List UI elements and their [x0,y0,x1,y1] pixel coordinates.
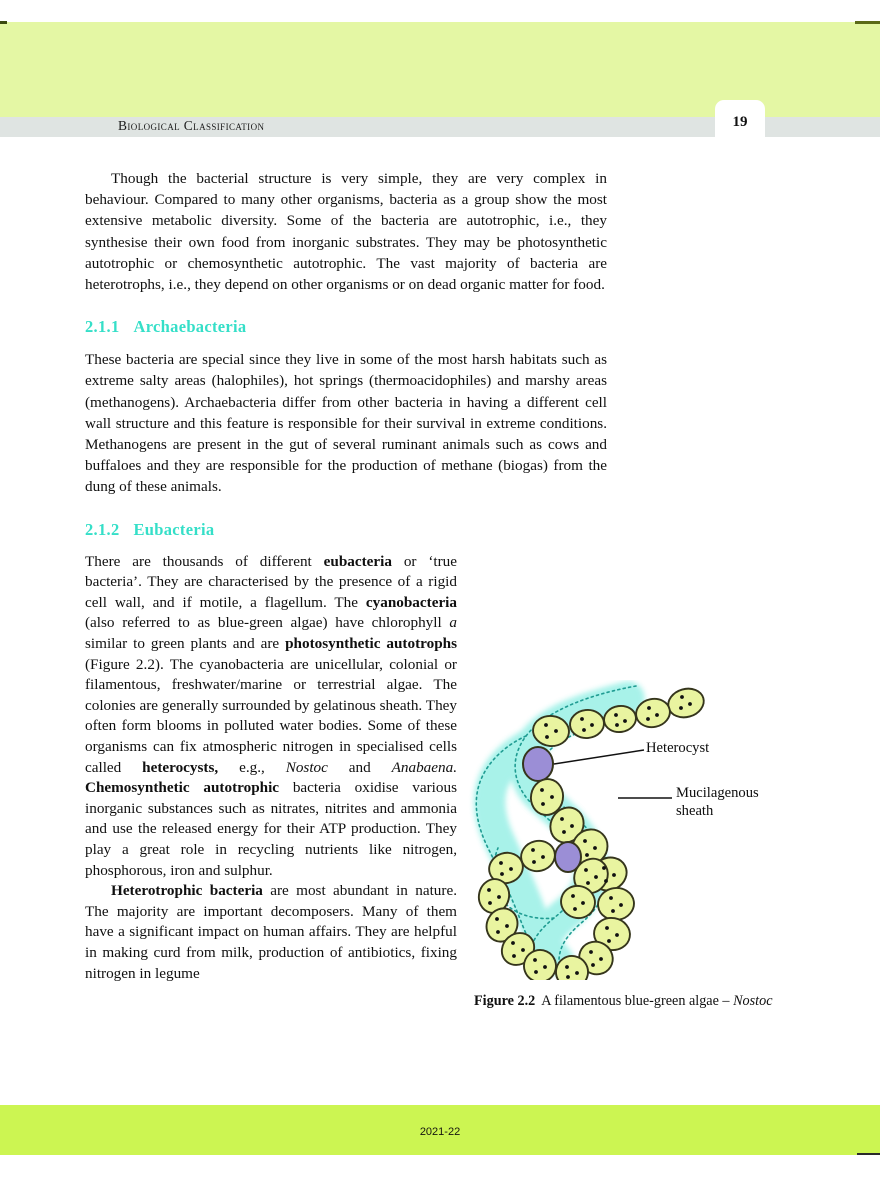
eubacteria-text-column [85,552,457,984]
figure-caption-label: Figure 2.2 [474,993,536,1009]
intro-paragraph: Though the bacterial structure is very simple, they are very complex in behaviour. Compared to many other organisms, bacteria as a group show the most extensive metabolic diversity. Some of the bacteria are autotrophic, i.e., they synthesise their own food from inorganic substrates. They may be photosynthetic autotrophic or chemosynthetic autotrophic. The vast majority of bacteria are heterotrophs, i.e., they depend on other organisms or on dead organic matter for food. [85,170,607,294]
text-run: e.g., [218,758,286,776]
label-sheath-line1: Mucilagenous [676,785,759,801]
caption-text-run: A filamentous blue-green algae – [541,993,734,1009]
nostoc-filament-illustration [468,680,798,980]
top-right-rule [855,21,880,24]
term-heterotrophic-bacteria: Heterotrophic bacteria [111,882,263,900]
heading-eubacteria-number: 2.1.2 [85,519,120,539]
text-run: bacteria oxidise various inorganic substances such as nitrates, nitrites and ammonia and use the released energy for their ATP production. They play a great role in recycling nutrients like nitrogen, phosphorous, iron and sulphur. [85,779,457,879]
term-chemosynthetic-autotrophic: Chemosynthetic autotrophic [85,779,280,797]
chlorophyll-a-italic: a [449,614,457,632]
running-head: Biological Classification [118,118,265,133]
bottom-right-rule [857,1153,880,1155]
caption-genus-nostoc: Nostoc [733,993,773,1009]
term-eubacteria: eubacteria [323,552,392,570]
heading-eubacteria [85,520,607,540]
text-run: similar to green plants and are [85,635,286,653]
text-run: There are thousands of different [85,552,324,570]
term-photosynthetic-autotrophs: photosynthetic autotrophs [285,635,457,653]
text-run: and [327,758,392,776]
leader-line-heterocyst [554,750,644,764]
text-run: (Figure 2.2). The cyanobacteria are unicellular, colonial or filamentous, freshwater/marine or terrestrial algae. The colonies are generally surrounded by gelatinous sheath. They often form blooms in polluted water bodies. Some of these organisms can fix atmospheric nitrogen in specialised cells called [85,655,457,776]
archaebacteria-paragraph: These bacteria are special since they live in some of the most harsh habitats such as extreme salty areas (halophiles), hot springs (thermoacidophiles) and marshy areas (methanogens). Archaebacteria differ from other bacteria in having a different cell wall structure and this feature is responsible for their survival in extreme conditions. Methanogens are present in the gut of several ruminant animals such as cows and buffaloes and they are responsible for the production of methane (biogas) from the dung of these animals. [85,351,607,496]
eubacteria-paragraph-1 [85,552,457,882]
eubacteria-paragraph-2 [85,881,457,984]
footer-year: 2021-22 [419,1126,461,1138]
heading-archaebacteria [85,317,607,337]
figure-caption-body [541,992,773,1011]
heading-eubacteria-title: Eubacteria [133,519,215,539]
figure-2-2 [468,680,828,1009]
heading-archaebacteria-title: Archaebacteria [133,317,247,337]
label-mucilagenous-sheath [676,785,796,820]
text-run: or ‘true bacteria’. They are characterised by the presence of a rigid cell wall, and if motile, a flagellum. The [85,552,457,611]
top-left-rule [0,21,7,24]
text-run: are most abundant in nature. The majority are important decomposers. Many of them have a significant impact on human affairs. They are helpful in making curd from milk, production of antibiotics, fixing nitrogen in legume [85,882,457,982]
page-number: 19 [732,114,748,130]
genus-anabaena: Anabaena. [391,758,457,776]
term-heterocysts: heterocysts, [142,758,219,776]
text-run: (also referred to as blue-green algae) have chlorophyll [85,614,450,632]
genus-nostoc: Nostoc [285,758,328,776]
heterocyst-cell-upper [523,747,553,781]
heading-archaebacteria-number: 2.1.1 [85,317,120,337]
label-sheath-line2: sheath [676,802,714,819]
figure-caption [474,992,826,1011]
label-heterocyst: Heterocyst [646,740,710,756]
term-cyanobacteria: cyanobacteria [365,593,457,611]
